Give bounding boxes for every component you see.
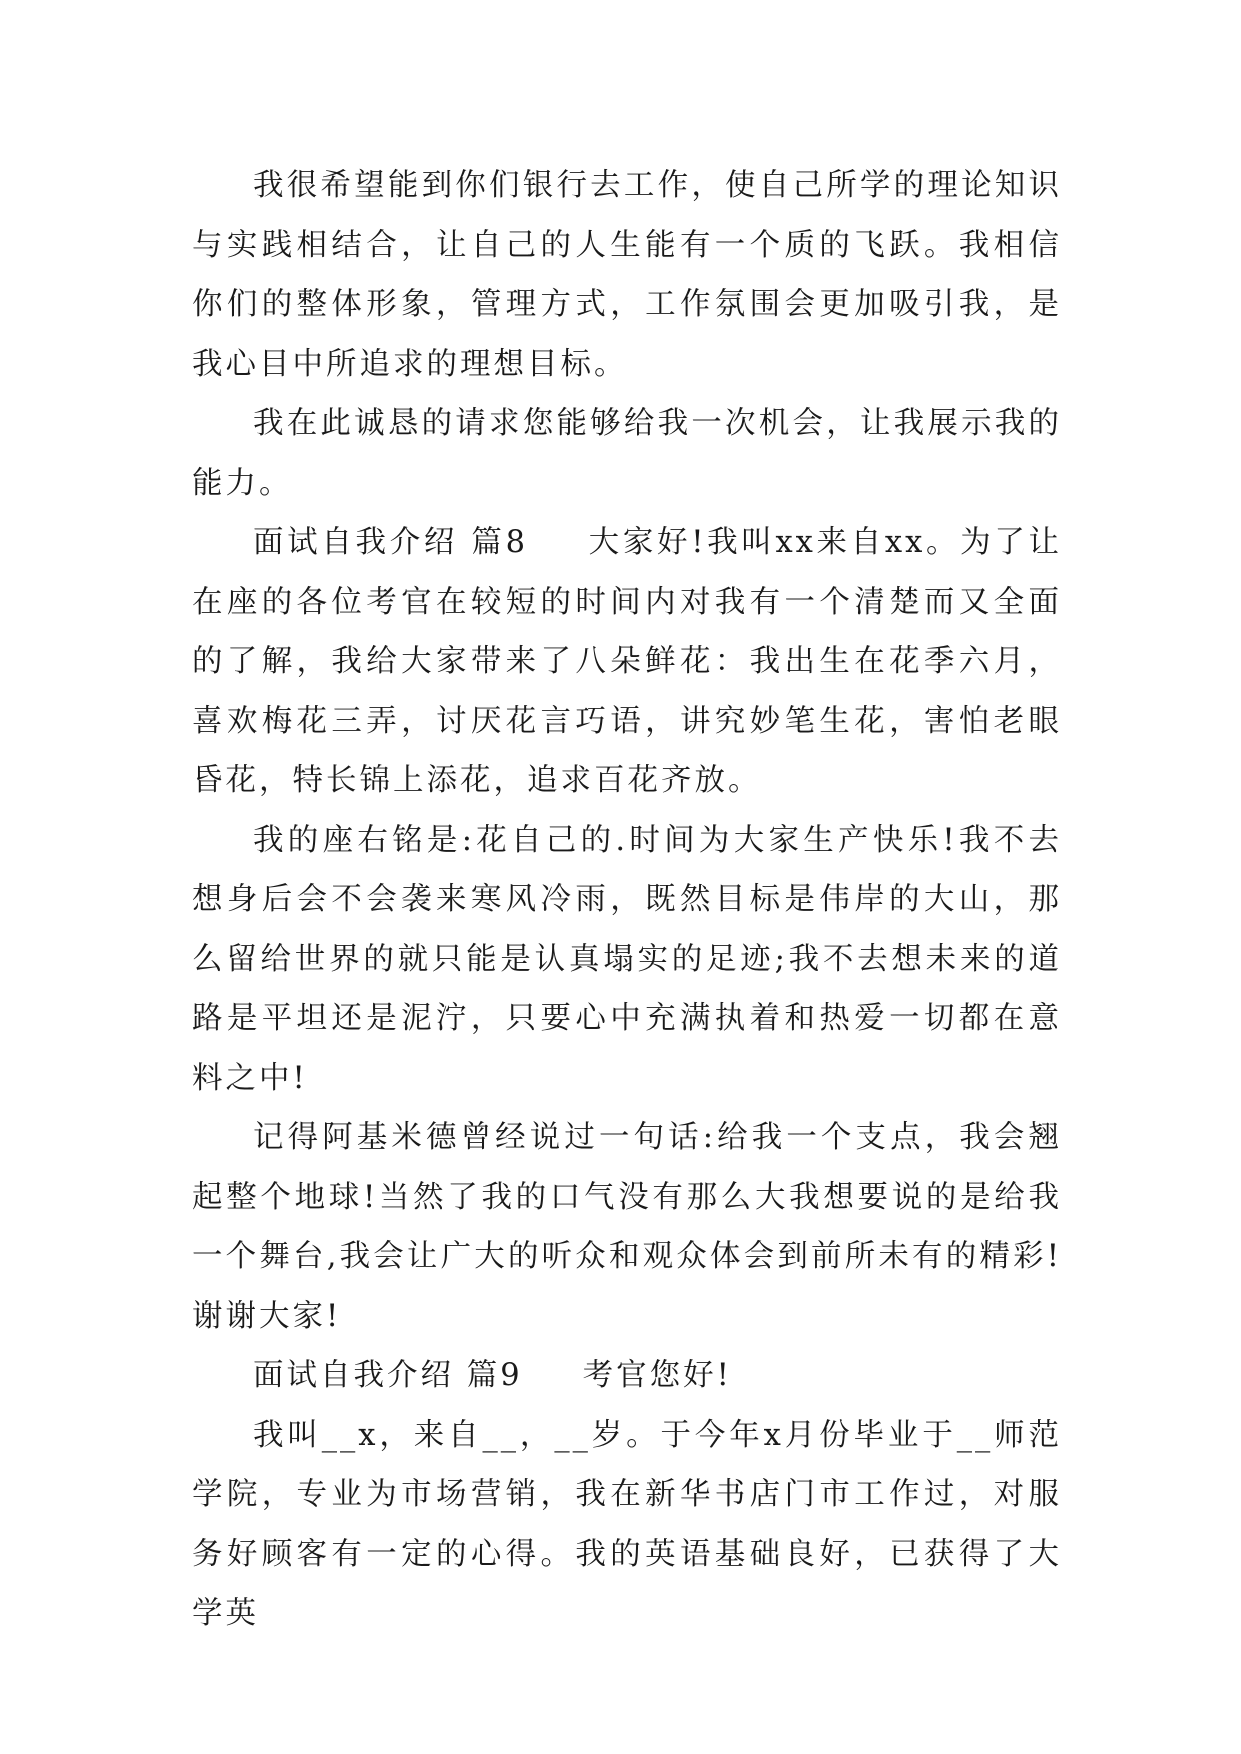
section-9-heading: 面试自我介绍 篇9 xyxy=(253,1358,523,1393)
paragraph-self-intro: 我叫__x，来自__，__岁。于今年x月份毕业于__师范学院，专业为市场营销，我在新华书店门市工作过，对服务好顾客有一定的心得。我的英语基础良好，已获得了大学英 xyxy=(192,1417,1062,1631)
section-8-paragraph xyxy=(192,513,1062,811)
section-9-intro: 考官您好! xyxy=(582,1358,732,1393)
document-body xyxy=(192,156,1062,1644)
section-8-heading: 面试自我介绍 篇8 xyxy=(253,525,528,560)
paragraph-archimedes: 记得阿基米德曾经说过一句话:给我一个支点，我会翘起整个地球!当然了我的口气没有那么大我想要说的是给我一个舞台,我会让广大的听众和观众体会到前所未有的精彩!谢谢大家! xyxy=(192,1120,1062,1334)
section-8-intro: 大家好!我叫xx来自xx。为了让在座的各位考官在较短的时间内对我有一个清楚而又全面的了解，我给大家带来了八朵鲜花：我出生在花季六月，喜欢梅花三弄，讨厌花言巧语，讲究妙笔生花，害怕老眼昏花，特长锦上添花，追求百花齐放。 xyxy=(192,525,1062,798)
paragraph-request-chance: 我在此诚恳的请求您能够给我一次机会，让我展示我的能力。 xyxy=(192,406,1062,501)
paragraph-motto: 我的座右铭是:花自己的.时间为大家生产快乐!我不去想身后会不会袭来寒风冷雨，既然目标是伟岸的大山，那么留给世界的就只能是认真塌实的足迹;我不去想未来的道路是平坦还是泥泞，只要心中充满执着和热爱一切都在意料之中! xyxy=(192,822,1062,1096)
paragraph-bank-wish: 我很希望能到你们银行去工作，使自己所学的理论知识与实践相结合，让自己的人生能有一个质的飞跃。我相信你们的整体形象，管理方式，工作氛围会更加吸引我，是我心目中所追求的理想目标。 xyxy=(192,168,1062,382)
section-9-paragraph xyxy=(192,1346,1062,1406)
